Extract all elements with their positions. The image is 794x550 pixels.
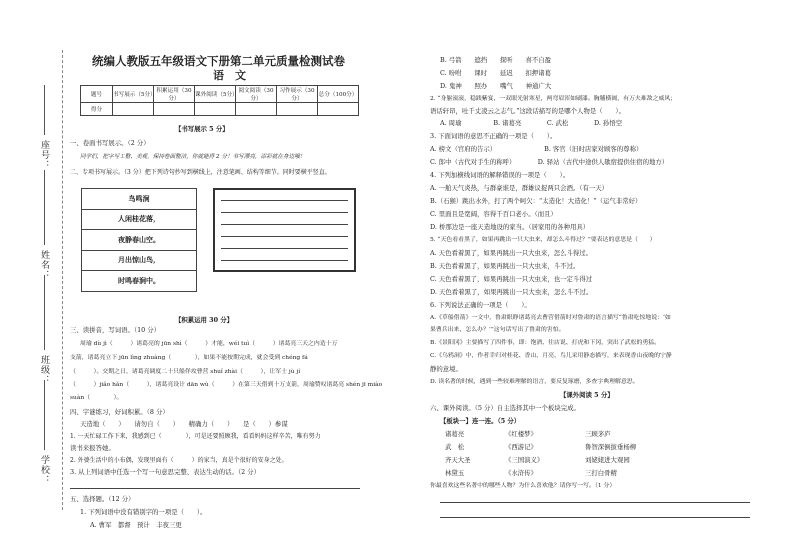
question-r6-option: 果曹兵出来，怎么办？’”这句话写出了鲁肃的害怕。 [430,327,565,333]
score-header: 题号 [81,86,113,103]
poem-line: 月出惊山鸟， [82,250,197,271]
writing-line[interactable] [221,236,348,237]
score-cell[interactable] [318,103,359,116]
question-r2-options: A. 周瑜 B. 诸葛亮 C. 武松 D. 孙悟空 [440,119,623,127]
seat-label: 座号： [39,140,49,170]
class-label: 班级： [39,355,49,385]
answer-line[interactable] [440,517,750,518]
match-book[interactable]: 《西游记》 [505,443,537,451]
school-label: 学校： [39,455,49,485]
question-1: 一、卷面书写展示。（2 分） [70,139,150,147]
section-reading: 【课外阅读 5 分】 [560,391,614,399]
question-5-1: 1. 下列词语中没有错别字的一项是（ ）。 [80,508,207,516]
question-r2: 2. “身躯滚滚，稳践紫宴，一双眼光射寒星，两弯眉浑如刷漆。胸脯横阔，有万夫难敌之威风； [430,96,677,102]
writing-line[interactable] [221,224,348,225]
match-character[interactable]: 武 松 [445,443,465,451]
question-r3: 3. 下面词语的意思不正确的一项是（ ）。 [430,132,557,140]
question-r3-option: A. 榜文（官府的告示） B. 客官（旧时店家对顾客的尊称） [430,145,643,153]
answer-line[interactable] [440,502,750,503]
question-1-text: 同学们，把字写工整、美观，保持卷面整洁，你就能得 2 分！书写漂亮，添彩就在身边哦！ [80,154,306,160]
section-writing: 【书写展示 5 分】 [175,125,229,133]
question-r5-option: D. 天色看着黑了，如果再跳出一只大虫来，怎么斗不过。 [430,288,593,296]
score-header: 总分（100分） [318,86,359,103]
score-header: 课外阅读（5分） [195,86,236,103]
question-3-line: 支箭，诸葛亮立下 jūn lìng zhuàng（ ），如果不能按期完成，就会受到 chéng fá [70,355,308,361]
score-cell[interactable] [195,103,236,116]
question-4: 四、字谜练习，好词积累。（8 分） [70,408,169,416]
match-event[interactable]: 三打白骨精 [585,469,617,477]
score-table [80,85,359,116]
question-r6-option: D. 读名著的时候，遇到一些较难理解的语言，要反复琢磨，多查字典理解意思。 [430,379,639,385]
option-line: D. 鬼神 照办 嘴气 神通广大 [440,82,552,90]
option-line: B. 弓箭 遮挡 探听 喜不自盈 [440,56,552,64]
question-r4-option: A. 一舶天气炎热，与群豪谁是，群雄议捉两只会酒。（有一天） [430,184,609,192]
match-event[interactable]: 三顾茅庐 [585,430,611,438]
match-event[interactable]: 鲁智深倒拔垂杨柳 [585,443,637,451]
match-book[interactable]: 《红楼梦》 [505,430,537,438]
writing-line[interactable] [221,212,348,213]
score-header: 习作展示（30分） [277,86,318,103]
question-4-line: 1. 一天忙碌工作下来，我感到已（ ），可是还要照顾我，看看妈妈这样辛苦，唯有努力 [70,433,321,440]
question-r4-option: C. 里面且是宽阔，容得千百口老小。（而且） [430,210,557,218]
binding-line [62,50,63,510]
answer-line[interactable] [70,488,360,489]
match-character[interactable]: 齐天大圣 [445,456,471,464]
question-r7-block: 【板块一】连一连。（5 分） [440,417,521,425]
subject-title: 语 文 [213,69,246,82]
score-row-label: 得分 [81,103,113,116]
writing-grid[interactable] [213,188,356,272]
question-r6-option: 静的意境。 [430,365,462,373]
question-r5-option: C. 天色看着黑了，如果再跳出一只大虫来，也一定斗得过 [430,275,593,283]
question-r7: 六、课外阅读。（5 分）自主选择其中一个板块完成。 [430,404,580,412]
seat-line[interactable] [44,85,45,135]
poem-line: 鸟鸣涧 [82,189,197,210]
score-cell[interactable] [154,103,195,116]
score-header: 积累运用（30分） [154,86,195,103]
question-4-line: 读书来报答她。 [70,444,115,452]
match-book[interactable]: 《三国演义》 [505,456,544,464]
question-r6-option: C.《乌鸦洞》中，作者幸归对桂花、香山、月亮、鸟儿采用静态描写，来表现香山夜晚的宁静 [430,353,672,359]
score-cell[interactable] [236,103,277,116]
writing-line[interactable] [221,200,348,201]
question-r5-option: A. 天色看着黑了，如果再跳出一只大虫来，怎么斗得过。 [430,249,593,257]
poem-table [81,188,197,292]
question-3-line: （ ）jiǎo hǎn（ ），诸葛亮设计 dān wù（ ）在第三天借到十万支箭，周瑜赞叹诸葛亮 shén jī miào [70,382,383,388]
question-4-line: 2. 外婆生活中的小布偶，发现里面有（ ）的家当，真是个很好的安身之处。 [70,457,288,464]
question-r6: 6. 下列说法正确的一项是（ ）。 [430,301,531,309]
score-cell[interactable] [277,103,318,116]
page-title: 统编人教版五年级语文下册第二单元质量检测试卷 [92,54,345,68]
question-r5-option: B. 天色看着黑了，如果再跳出一只大虫来，斗不过。 [430,262,580,270]
question-r4-option: D. 桥那边是一座天造地设的家当。（居家用的各种用具） [430,223,590,231]
poem-line: 夜静春山空。 [82,230,197,251]
poem-line: 时鸣春涧中。 [82,271,197,292]
question-4-line: 天造地（ ） 请勿自（ ） 精确力（ ） 是（ ）参谋 [80,420,288,428]
question-2: 二、专项书写展示。（3 分）把下列诗句抄写到横线上，注意笔画、结构等细节。同时要横平竖直。 [70,169,331,176]
question-3: 三、读拼音，写词语。（10 分） [70,326,161,334]
question-3-line: 周瑜 dù jì（ ）诸葛亮的 jūn shì（ ）才能，wéi tuì（ ）诸葛亮三天之内造十万 [80,341,338,347]
match-character[interactable]: 林黛玉 [445,469,465,477]
section-accumulation: 【积累运用 30 分】 [175,316,234,324]
name-line[interactable] [44,170,45,245]
question-r4-option: B.（石猴）跳出水外，打了两个呵欠：“太造化！大造化！”（运气非常好） [430,197,642,205]
question-r6-option: A.《草船借箭》一文中，鲁肃眼睁诸葛亮去曹营借箭时对鲁肃的语言描写“鲁肃吃惊地说：‘如 [430,315,671,321]
question-r5: 5. “天色看看黑了，如果再跳出一只大虫来，却怎么斗得过？”要表达的意思是（ ） [430,237,656,243]
question-3-line: suàn（ ）。 [70,395,123,401]
question-r3-option: C. 郎中（古代对手生的称呼） D. 驿站（古代中途供人歇宿提供住宿的地方） [430,158,669,166]
match-book[interactable]: 《水浒传》 [505,469,537,477]
question-r7-extra: 你最喜欢这些名著中的哪些人物？为什么喜欢他？请你写一写。（1 分） [430,483,616,489]
question-5: 五、选择题。（12 分） [70,495,135,503]
question-r6-option: B.《景阳冈》主要描写了四件事，即：饱酒、往店说、打虎和下冈，突出了武松的勇猛。 [430,340,661,346]
poem-line: 人闲桂花落， [82,209,197,230]
question-5-1-option: A. 曹军 都督 预计 丰夜三更 [90,521,182,529]
class-line[interactable] [44,275,45,350]
question-r4: 4. 下列加横线词语的解释错误的一项是（ ）。 [430,171,570,179]
question-4-line: 3. 从上列词语中任选一个写一句意思完整、表达生动的话。（2 分） [70,468,260,476]
question-3-line: （ ）。交期之日，诸葛亮调度二十只船佯攻曹营 shuǐ zhài（ ），让军士 jù jí [70,369,301,375]
match-event[interactable]: 刘姥姥进大观园 [585,456,630,464]
name-label: 姓名： [39,250,49,280]
school-line[interactable] [44,380,45,450]
writing-line[interactable] [221,260,348,261]
match-character[interactable]: 诸葛亮 [445,430,465,438]
score-header: 书写展示（5分） [113,86,154,103]
score-header: 阅文阅读（30分） [236,86,277,103]
score-cell[interactable] [113,103,154,116]
question-r2: 语话轩昂，吐千丈凌云之志气。”这段话描写的是哪个人物是（ ）。 [430,107,625,115]
writing-line[interactable] [221,248,348,249]
option-line: C. 吩咐 课时 延迟 扣押诸葛 [440,69,551,77]
